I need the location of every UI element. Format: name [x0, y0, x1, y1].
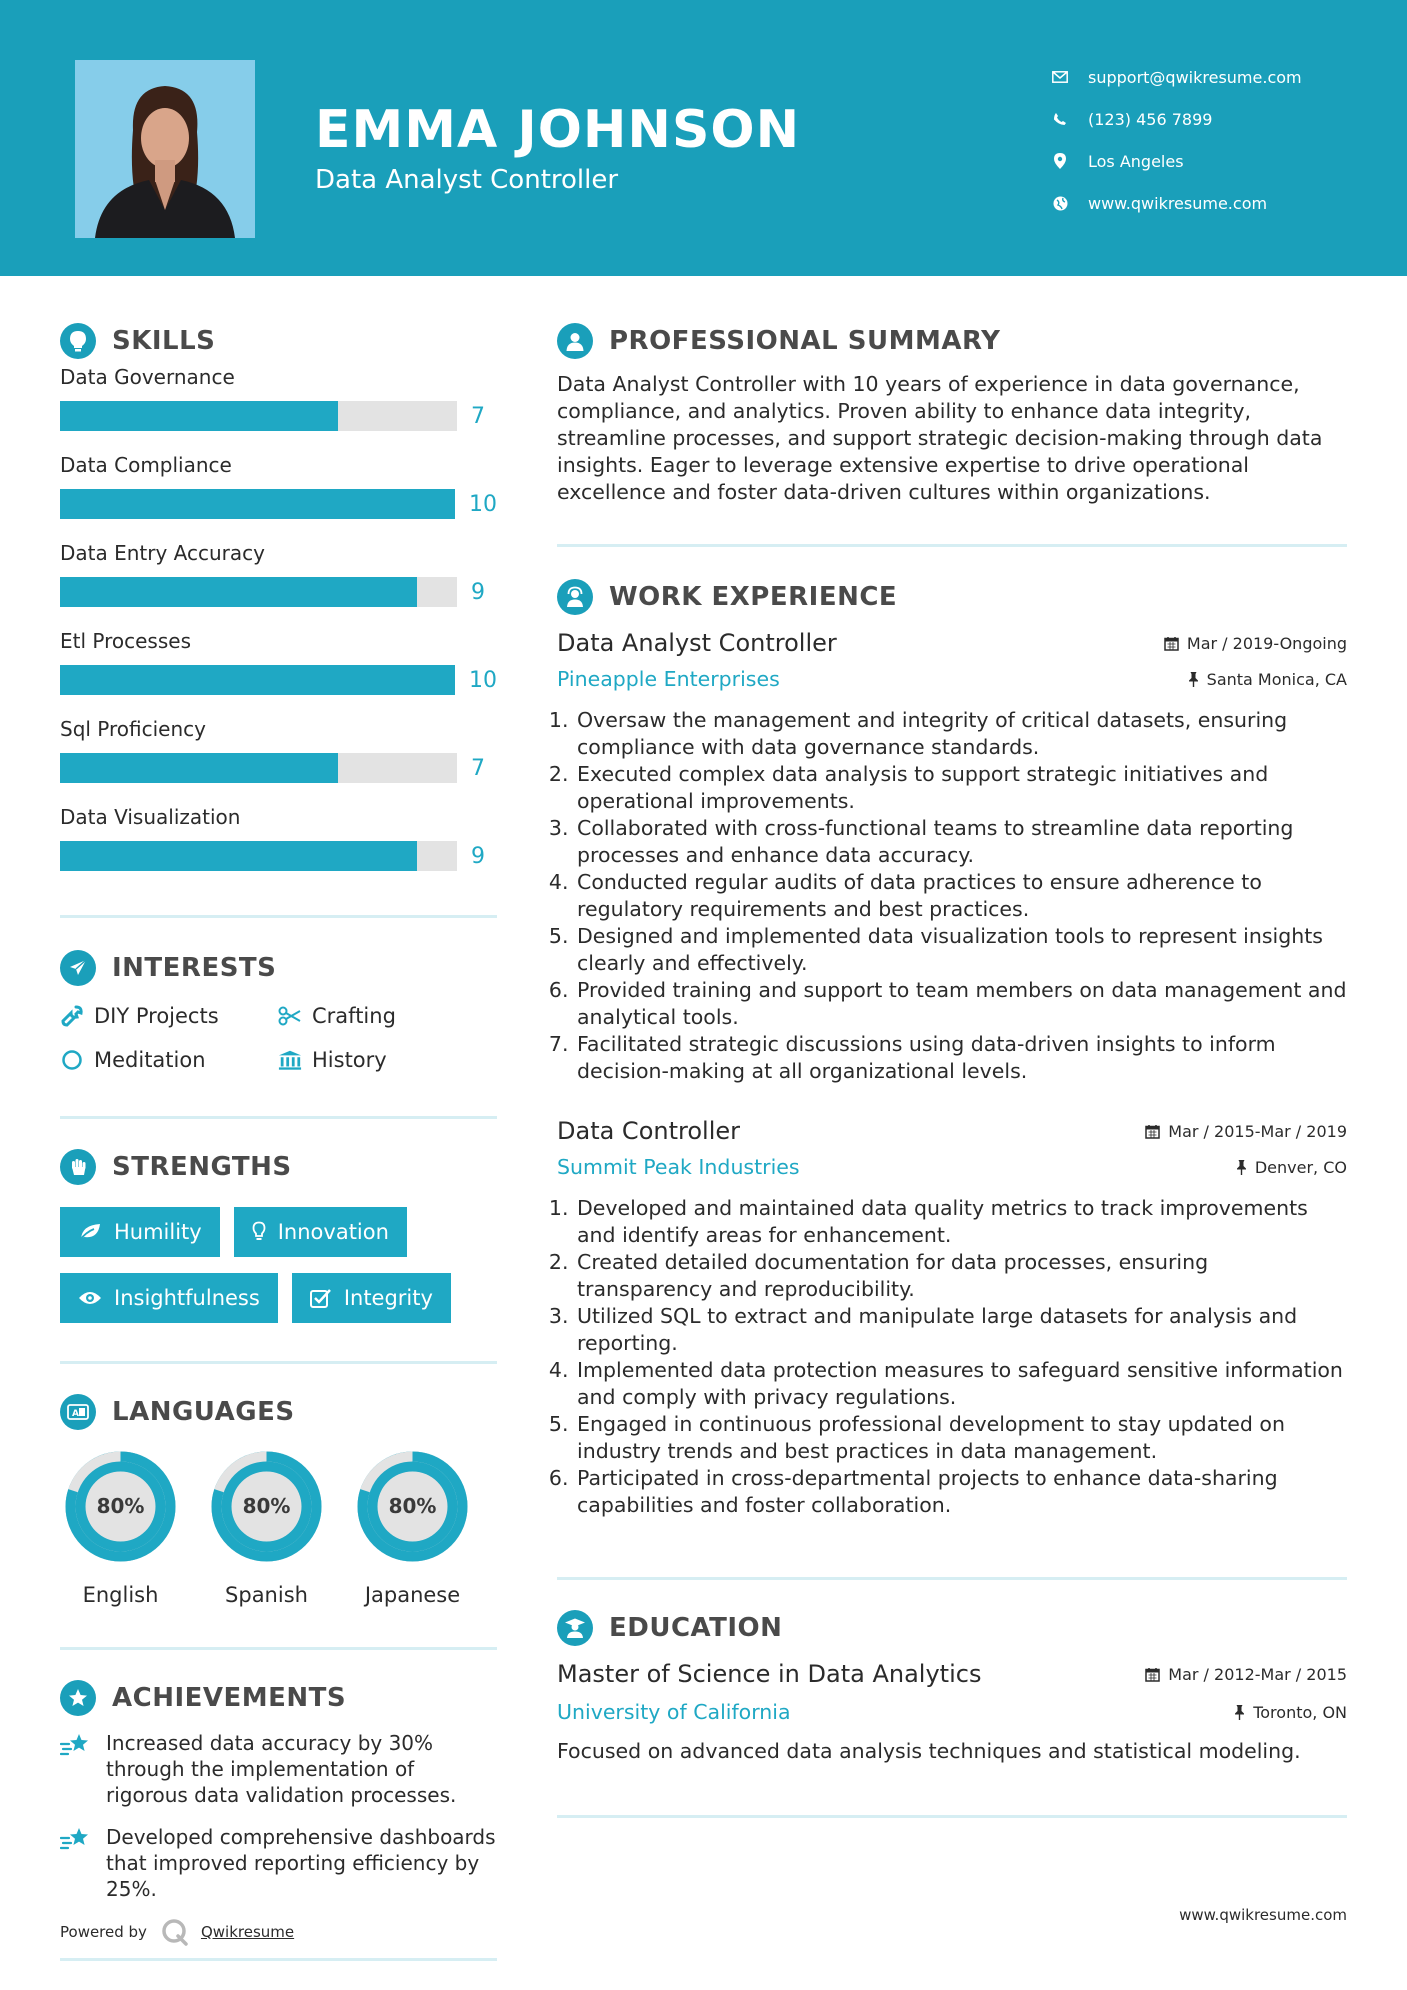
interest-item [278, 1048, 496, 1072]
interests-title: INTERESTS [112, 953, 277, 983]
bank-icon [278, 1048, 302, 1072]
summary-text: Data Analyst Controller with 10 years of experience in data governance, compliance, and analytics. Proven ability to enhance data integrity, streamline processes, and support strategic decision-making through data insights. Eager to leverage extensive expertise to drive operational excellence and foster data-driven cultures within organizations. [557, 372, 1323, 504]
education-date [1145, 1665, 1347, 1684]
skill-item [60, 453, 497, 519]
qwikresume-logo-icon [161, 1918, 189, 1946]
skill-row [60, 753, 497, 783]
strengths-list [60, 1207, 497, 1323]
languages-list [60, 1446, 497, 1607]
education-title: EDUCATION [609, 1613, 783, 1643]
pushpin-icon [1234, 1705, 1245, 1720]
footer-website-link[interactable]: www.qwikresume.com [1179, 1906, 1347, 1924]
skill-value: 9 [471, 843, 485, 869]
contact-website-text: www.qwikresume.com [1088, 193, 1268, 213]
headset-user-icon [557, 579, 593, 615]
job-title: Data Controller [557, 1117, 740, 1145]
job-entry [557, 629, 1347, 1085]
skill-item [60, 805, 497, 871]
scissors-icon [278, 1004, 302, 1028]
strength-label: Integrity [343, 1286, 433, 1310]
strength-label: Insightfulness [114, 1286, 260, 1310]
duty-item: 5. Engaged in continuous professional development to stay updated on industry trends and best practices in data management. [575, 1411, 1347, 1465]
duty-item: 4. Implemented data protection measures to safeguard sensitive information and comply with privacy regulations. [575, 1357, 1347, 1411]
company-name: Pineapple Enterprises [557, 667, 780, 691]
skill-item [60, 541, 497, 607]
skill-bar-track [60, 665, 455, 695]
skill-row [60, 665, 497, 695]
achievements-list [60, 1730, 497, 1902]
star-badge-icon [60, 1680, 96, 1716]
languages-title: LANGUAGES [112, 1397, 295, 1427]
job-header [557, 1117, 1347, 1145]
language-donut [206, 1446, 327, 1567]
language-name: Spanish [225, 1583, 308, 1607]
contact-phone-text: (123) 456 7899 [1088, 109, 1213, 129]
interest-item [60, 1004, 278, 1028]
language-name: Japanese [364, 1583, 461, 1607]
achievements-title: ACHIEVEMENTS [112, 1683, 347, 1713]
languages-header [60, 1394, 497, 1430]
job-title: Data Analyst Controller [557, 629, 837, 657]
skill-bar-fill [60, 753, 338, 783]
language-item [352, 1446, 473, 1607]
summary-section [557, 276, 1347, 506]
duty-item: 1. Oversaw the management and integrity of critical datasets, ensuring compliance with data governance standards. [575, 707, 1347, 761]
skill-name: Data Entry Accuracy [60, 541, 265, 565]
contact-website[interactable] [1050, 182, 1302, 224]
section-divider [60, 1958, 497, 1961]
language-percent: 80% [242, 1494, 291, 1518]
skill-bar-track [60, 841, 457, 871]
strength-chip [292, 1273, 451, 1323]
skill-bar-track [60, 401, 457, 431]
wrench-icon [60, 1004, 84, 1028]
duty-item: 6. Participated in cross-departmental projects to enhance data-sharing capabilities and foster collaboration. [575, 1465, 1347, 1519]
skill-bar-fill [60, 841, 417, 871]
user-icon [557, 323, 593, 359]
right-column [557, 276, 1347, 1818]
strength-label: Humility [114, 1220, 202, 1244]
graduate-icon [557, 1610, 593, 1646]
achievement-item [60, 1730, 497, 1808]
duty-item: 4. Conducted regular audits of data practices to ensure adherence to regulatory requirements and best practices. [575, 869, 1347, 923]
achievement-item [60, 1824, 497, 1902]
job-subheader [557, 667, 1347, 691]
contact-location-text: Los Angeles [1088, 151, 1184, 171]
education-date-text: Mar / 2012-Mar / 2015 [1168, 1665, 1347, 1684]
skill-row [60, 401, 497, 431]
leaf-icon [78, 1222, 102, 1242]
experience-title: WORK EXPERIENCE [609, 582, 898, 612]
education-location-text: Toronto, ON [1253, 1702, 1347, 1722]
job-location-text: Denver, CO [1254, 1157, 1347, 1177]
section-divider [557, 1815, 1347, 1818]
duty-item: 5. Designed and implemented data visualization tools to represent insights clearly and effectively. [575, 923, 1347, 977]
powered-by [60, 1918, 497, 1946]
interest-item [60, 1048, 278, 1072]
contact-email[interactable] [1050, 56, 1302, 98]
skills-list [60, 365, 497, 871]
duty-item: 3. Collaborated with cross-functional teams to streamline data reporting processes and enhance data accuracy. [575, 815, 1347, 869]
language-donut [352, 1446, 473, 1567]
contact-phone[interactable] [1050, 98, 1302, 140]
education-header [557, 1610, 1347, 1646]
language-donut [60, 1446, 181, 1567]
skill-name: Data Compliance [60, 453, 232, 477]
qwikresume-link[interactable]: Qwikresume [200, 1923, 295, 1941]
location-pin-icon [1050, 151, 1070, 171]
skill-value: 9 [471, 579, 485, 605]
degree-name: Master of Science in Data Analytics [557, 1660, 982, 1688]
contact-location [1050, 140, 1302, 182]
job-header [557, 629, 1347, 657]
skill-item [60, 365, 497, 431]
language-name: English [82, 1583, 159, 1607]
eye-icon [78, 1290, 102, 1306]
skill-item [60, 629, 497, 695]
skill-bar-track [60, 577, 457, 607]
interests-list [60, 1004, 497, 1072]
candidate-name: EMMA JOHNSON [315, 100, 801, 160]
education-entry [557, 1660, 1347, 1765]
globe-icon [1050, 193, 1070, 213]
lightbulb-icon [252, 1221, 266, 1243]
job-location [1188, 670, 1347, 689]
powered-by-label: Powered by [60, 1923, 147, 1941]
company-name: Summit Peak Industries [557, 1155, 800, 1179]
contact-email-text: support@qwikresume.com [1088, 67, 1302, 87]
skill-row [60, 577, 497, 607]
skill-name: Data Governance [60, 365, 235, 389]
pushpin-icon [1188, 672, 1199, 687]
school-name: University of California [557, 1700, 791, 1724]
languages-section [60, 1364, 497, 1607]
interest-label: Meditation [94, 1048, 206, 1072]
summary-title: PROFESSIONAL SUMMARY [609, 326, 1001, 356]
strength-label: Innovation [277, 1220, 389, 1244]
skill-bar-track [60, 489, 455, 519]
strengths-section [60, 1119, 497, 1323]
strength-chip [234, 1207, 407, 1257]
checkbox-icon [310, 1288, 332, 1308]
job-subheader [557, 1155, 1347, 1179]
calendar-icon [1145, 1667, 1160, 1682]
language-item [60, 1446, 181, 1607]
calendar-icon [1164, 636, 1179, 651]
interests-section [60, 918, 497, 1072]
duty-item: 2. Executed complex data analysis to support strategic initiatives and operational improvements. [575, 761, 1347, 815]
job-duties [557, 707, 1347, 1085]
skill-value: 10 [469, 491, 497, 517]
interest-label: Crafting [312, 1004, 396, 1028]
job-date [1164, 634, 1347, 653]
profile-photo [75, 60, 255, 238]
skill-row [60, 841, 497, 871]
language-percent: 80% [96, 1494, 145, 1518]
achievements-header [60, 1680, 497, 1716]
education-header-row [557, 1660, 1347, 1688]
skill-item [60, 717, 497, 783]
job-location [1236, 1158, 1347, 1177]
summary-header [557, 323, 1347, 359]
skill-name: Data Visualization [60, 805, 241, 829]
shooting-star-icon [60, 1730, 92, 1808]
interest-label: History [312, 1048, 387, 1072]
experience-header [557, 579, 1347, 615]
education-description: Focused on advanced data analysis techniques and statistical modeling. [557, 1739, 1301, 1763]
achievement-text: Developed comprehensive dashboards that improved reporting efficiency by 25%. [106, 1825, 496, 1901]
duty-item: 7. Facilitated strategic discussions using data-driven insights to inform decision-making at all organizational levels. [575, 1031, 1347, 1085]
language-card-icon [60, 1394, 96, 1430]
skills-header [60, 323, 497, 359]
phone-icon [1050, 109, 1070, 129]
duty-item: 1. Developed and maintained data quality metrics to track improvements and identify areas for enhancement. [575, 1195, 1347, 1249]
skill-bar-track [60, 753, 457, 783]
skills-title: SKILLS [112, 326, 216, 356]
skill-bar-fill [60, 489, 455, 519]
envelope-icon [1050, 67, 1070, 87]
achievements-section [60, 1650, 497, 1961]
job-location-text: Santa Monica, CA [1206, 669, 1347, 689]
job-entry [557, 1117, 1347, 1519]
language-item [206, 1446, 327, 1607]
strength-chip [60, 1273, 278, 1323]
achievement-text: Increased data accuracy by 30% through the implementation of rigorous data validation processes. [106, 1731, 457, 1807]
duty-item: 2. Created detailed documentation for data processes, ensuring transparency and reproducibility. [575, 1249, 1347, 1303]
strengths-header [60, 1149, 497, 1185]
circle-icon [60, 1048, 84, 1072]
skill-name: Sql Proficiency [60, 717, 206, 741]
experience-section [557, 547, 1347, 1519]
duty-item: 6. Provided training and support to team members on data management and analytical tools. [575, 977, 1347, 1031]
strengths-title: STRENGTHS [112, 1152, 292, 1182]
skill-bar-fill [60, 401, 338, 431]
paper-plane-icon [60, 950, 96, 986]
job-date [1145, 1122, 1347, 1141]
job-date-text: Mar / 2019-Ongoing [1186, 634, 1347, 653]
duty-item: 3. Utilized SQL to extract and manipulate large datasets for analysis and reporting. [575, 1303, 1347, 1357]
svg-text:A: A [72, 1409, 79, 1419]
skill-value: 7 [471, 403, 485, 429]
lightbulb-icon [60, 323, 96, 359]
contact-list [1050, 56, 1302, 224]
calendar-icon [1145, 1124, 1160, 1139]
interests-header [60, 950, 497, 986]
skill-value: 7 [471, 755, 485, 781]
skill-bar-fill [60, 665, 455, 695]
skill-bar-fill [60, 577, 417, 607]
interest-item [278, 1004, 496, 1028]
shooting-star-icon [60, 1824, 92, 1902]
job-duties [557, 1195, 1347, 1519]
job-date-text: Mar / 2015-Mar / 2019 [1168, 1122, 1347, 1141]
raised-fist-icon [60, 1149, 96, 1185]
skill-value: 10 [469, 667, 497, 693]
left-column [60, 276, 497, 1961]
header-banner [0, 0, 1407, 276]
education-subheader [557, 1700, 1347, 1724]
education-location [1234, 1703, 1347, 1722]
candidate-title: Data Analyst Controller [315, 165, 619, 195]
pushpin-icon [1236, 1160, 1247, 1175]
skill-name: Etl Processes [60, 629, 191, 653]
skills-section [60, 276, 497, 871]
interest-label: DIY Projects [94, 1004, 219, 1028]
strength-chip [60, 1207, 220, 1257]
education-section [557, 1580, 1347, 1765]
skill-row [60, 489, 497, 519]
language-percent: 80% [388, 1494, 437, 1518]
